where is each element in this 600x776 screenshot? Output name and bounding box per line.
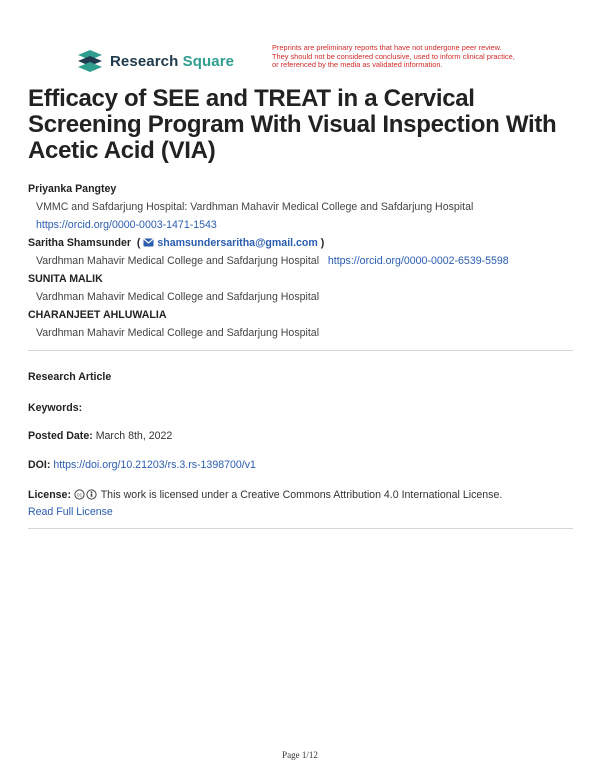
author-list (28, 180, 588, 342)
author-affiliation: Vardhman Mahavir Medical College and Safdarjung Hospital (36, 255, 320, 267)
orcid-link[interactable]: https://orcid.org/0000-0002-6539-5598 (327, 255, 509, 267)
license-label: License: (28, 489, 71, 501)
author-name: SUNITA MALIK (28, 273, 103, 285)
paper-title: Efficacy of SEE and TREAT in a Cervical Screening Program With Visual Inspection With Acetic Acid (VIA) (28, 85, 557, 164)
doi-link[interactable]: https://doi.org/10.21203/rs.3.rs-1398700/v1 (53, 459, 256, 471)
svg-text:cc: cc (76, 492, 82, 499)
preprint-notice-line: or referenced by the media as validated information. (272, 60, 443, 70)
license (28, 488, 502, 502)
posted-date-value: March 8th, 2022 (95, 430, 173, 442)
author-affiliation: VMMC and Safdarjung Hospital: Vardhman Mahavir Medical College and Safdarjung Hospital (36, 201, 474, 213)
posted-date-label: Posted Date: (28, 430, 93, 442)
doi (28, 458, 256, 472)
license-text: This work is licensed under a Creative Commons Attribution 4.0 International License. (100, 489, 503, 501)
author-name: Priyanka Pangtey (28, 183, 117, 195)
page-header (0, 44, 600, 84)
brand-name-primary: Research (110, 52, 179, 70)
envelope-icon (143, 238, 154, 247)
article-type (28, 370, 111, 384)
research-square-logo-icon (76, 48, 104, 74)
preprint-notice (272, 44, 552, 70)
keywords-label: Keywords: (28, 402, 83, 414)
section-divider (28, 350, 573, 351)
brand-name-secondary: Square (182, 52, 235, 70)
author-name: Saritha Shamsunder ( shamsundersaritha@gmail.com ) (28, 237, 325, 249)
page-number: Page 1/12 (282, 750, 318, 760)
author-name: CHARANJEET AHLUWALIA (28, 309, 167, 321)
read-full-license-link[interactable]: Read Full License (28, 506, 113, 518)
author-affiliation: Vardhman Mahavir Medical College and Safdarjung Hospital (36, 291, 320, 303)
orcid-link[interactable]: https://orcid.org/0000-0003-1471-1543 (36, 219, 217, 231)
keywords (28, 401, 82, 415)
author-affiliation: Vardhman Mahavir Medical College and Safdarjung Hospital (36, 327, 320, 339)
preprint-notice-line: They should not be considered conclusive, used to inform clinical practice, (272, 51, 515, 61)
author-name-text: Saritha Shamsunder (28, 237, 132, 249)
brand-name (110, 53, 234, 70)
article-type-label: Research Article (28, 371, 112, 383)
preprint-notice-line: Preprints are preliminary reports that have not undergone peer review. (272, 43, 502, 52)
doi-label: DOI: (28, 459, 51, 471)
section-divider (28, 528, 573, 529)
research-square-logo[interactable] (76, 48, 234, 74)
posted-date (28, 429, 172, 443)
email-link[interactable]: shamsundersaritha@gmail.com (157, 237, 318, 249)
creative-commons-icon (74, 489, 98, 500)
read-full-license (28, 505, 113, 519)
